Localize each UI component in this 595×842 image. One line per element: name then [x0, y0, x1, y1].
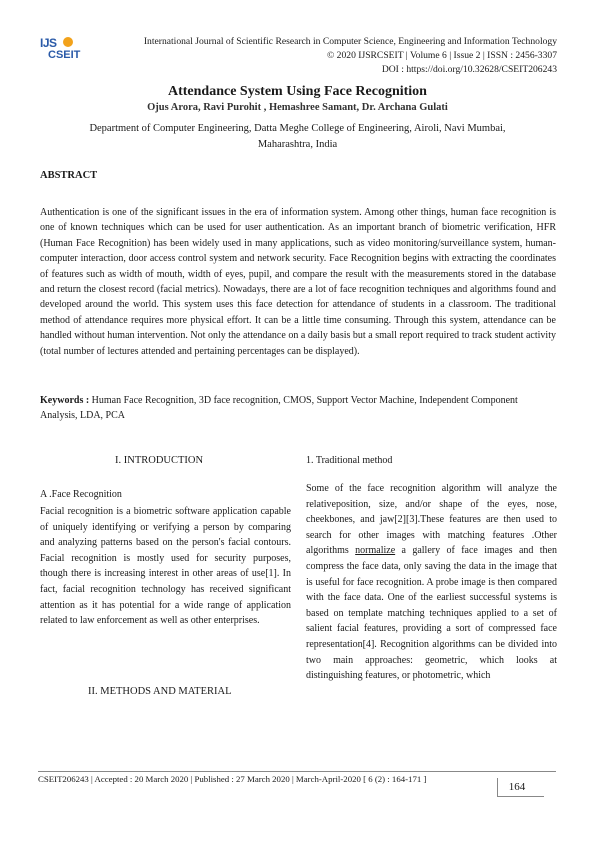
paragraph-part-1: Some of the face recognition algorithm will analyze the relativeposition, size, and/or shape of the eyes, nose, cheekbones, and jaw[2][3].These features are then used to search for other images with matching features .Other algorithms: [306, 483, 557, 557]
globe-icon: [63, 37, 73, 47]
subsection-face-recognition: A .Face Recognition: [40, 489, 122, 500]
underlined-word: normalize: [355, 545, 396, 557]
abstract-heading: ABSTRACT: [40, 170, 98, 181]
section-methods-heading: II. METHODS AND MATERIAL: [88, 686, 232, 697]
traditional-method-heading: 1. Traditional method: [306, 455, 393, 466]
intro-paragraph: Facial recognition is a biometric software application capable of uniquely identifying or verifying a person by comparing and analyzing patterns based on the person's facial contours. Facial recognition is mostly used for security purposes, though there is increasing interest in other areas of use[1]. In fact, facial recognition technology has received significant attention as it has potential for a wide range of application related to law enforcement as well as other enterprises.: [40, 506, 291, 627]
paragraph-part-2: a gallery of face images and then compress the face data, only saving the data in the image that is useful for face recognition. A probe image is then compared with the face data. One of the earliest successful systems is based on template matching techniques applied to a set of salient facial features, providing a sort of compressed face representation[4]. Recognition algorithms can be divided into two main approaches: geometric, which looks at distinguishing features, or photometric, which: [306, 545, 557, 682]
author-list: Ojus Arora, Ravi Purohit , Hemashree Samant, Dr. Archana Gulati: [147, 102, 448, 113]
affiliation: [0, 121, 595, 152]
traditional-method-paragraph: [306, 481, 557, 684]
keywords-text: Human Face Recognition, 3D face recognition, CMOS, Support Vector Machine, Independent Component Analysis, LDA, PCA: [40, 395, 518, 421]
footer-citation: CSEIT206243 | Accepted : 20 March 2020 | Published : 27 March 2020 | March-April-2020 [ 6 (2) : 164-171 ]: [38, 774, 427, 784]
page-number: 164: [508, 781, 526, 793]
keywords-label: Keywords :: [40, 395, 90, 406]
logo-text-bottom: CSEIT: [48, 49, 81, 61]
affiliation-line-2: Maharashtra, India: [257, 138, 338, 150]
abstract-text: Authentication is one of the significant issues in the era of information system. Among other things, human face recognition is one of known techniques which can be used for user authentication. As an important branch of biometric verification, HFR (Human Face Recognition) has been widely used in many applications, such as video monitoring/surveillance system, human-computer interaction, door access control system and network security. Face Recognition begins with extracting the coordinates of features such as width of mouth, width of eyes, pupil, and compare the result with the measurements stored in the database and return the closest record (facial metrics). Nowadays, there are a lot of face recognition techniques and algorithms found and developed around the world. This system uses this face detection for attendance of students in a classroom. The traditional method of attendance requires more physical effort. It can be a little time consuming. Through this system, attendance can be handled without human intervention. Not only the attendance on a daily basis but a small report required to track student activity (total number of lectures attended and pertaining percentages can be displayed).: [40, 207, 556, 357]
journal-name: International Journal of Scientific Research in Computer Science, Engineering and Information Technology: [143, 36, 557, 47]
affiliation-line-1: Department of Computer Engineering, Datta Meghe College of Engineering, Airoli, Navi Mumbai,: [89, 123, 506, 134]
footer-divider: [38, 771, 556, 772]
volume-line: © 2020 IJSRCSEIT | Volume 6 | Issue 2 | ISSN : 2456-3307: [327, 50, 557, 61]
paper-title: Attendance System Using Face Recognition: [168, 84, 427, 99]
section-introduction-heading: I. INTRODUCTION: [115, 455, 204, 466]
doi-link[interactable]: DOI : https://doi.org/10.32628/CSEIT206243: [381, 64, 557, 75]
logo-text-top: IJS: [40, 36, 57, 50]
keywords: [40, 393, 556, 423]
journal-logo: [38, 36, 90, 64]
